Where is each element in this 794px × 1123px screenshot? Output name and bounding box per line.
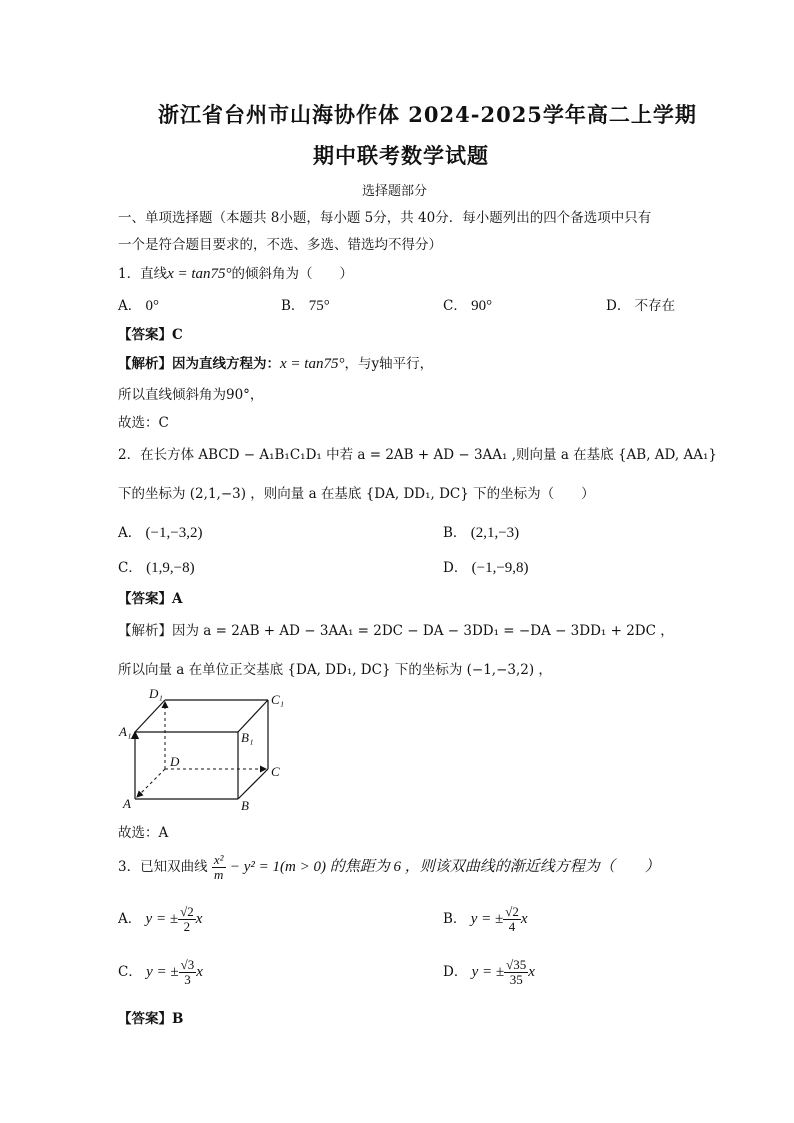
option-value: (−1,−3,2) xyxy=(145,525,203,541)
option-label: B． xyxy=(443,911,467,927)
option-label: A． xyxy=(118,298,142,314)
q1-answer: 【答案】C xyxy=(118,327,183,343)
edge-a1d1 xyxy=(135,700,165,732)
q1-analysis-suffix: ，与y轴平行， xyxy=(344,356,434,372)
doc-title-line1: 浙江省台州市山海协作体 2024-2025学年高二上学期 xyxy=(158,102,697,127)
edge-cb xyxy=(238,769,268,799)
option-label: D． xyxy=(606,298,631,314)
q1-stem-suffix: 的倾斜角为（ ） xyxy=(231,266,354,282)
option-math-suffix: x xyxy=(528,964,535,980)
fraction-numerator: √3 xyxy=(180,957,195,972)
doc-title-line2: 期中联考数学试题 xyxy=(313,143,489,168)
q3-stem-math: − y² = 1(m > 0) 的焦距为 6 ，则该双曲线的渐近线方程为（ ） xyxy=(229,859,660,875)
q3-option-b xyxy=(443,905,528,934)
fraction-numerator: √35 xyxy=(506,957,527,972)
fraction-denominator: 3 xyxy=(184,972,191,987)
q3-fraction xyxy=(212,853,226,882)
fraction-numerator: √2 xyxy=(505,904,519,919)
instructions-line1: 一、单项选择题（本题共 8小题，每小题 5分，共 40分．每小题列出的四个备选项中只有 xyxy=(118,210,652,226)
q3-option-c xyxy=(118,958,203,987)
q3-answer: 【答案】B xyxy=(118,1011,184,1027)
option-label: C． xyxy=(118,560,142,576)
q3-stem-prefix: 3．已知双曲线 xyxy=(118,859,208,875)
option-label: D． xyxy=(443,964,468,980)
option-label: A． xyxy=(118,911,142,927)
fraction-numerator: √2 xyxy=(180,904,194,919)
option-label: B． xyxy=(281,298,305,314)
q3-option-d xyxy=(443,958,535,987)
vertex-c-label: C xyxy=(271,764,280,779)
option-label: C． xyxy=(443,298,467,314)
q2-option-b xyxy=(443,521,519,542)
q1-analysis xyxy=(118,352,433,373)
option-label: A． xyxy=(118,525,142,541)
fraction-numerator: x² xyxy=(213,852,224,867)
q3-option-a xyxy=(118,905,202,934)
option-value: 0° xyxy=(145,298,160,314)
option-fraction xyxy=(504,958,528,987)
vertex-b-label: B xyxy=(241,798,249,813)
q1-option-a xyxy=(118,294,159,315)
edge-c1b1 xyxy=(238,700,268,732)
option-math-prefix: y = ± xyxy=(146,964,179,980)
instructions-line2: 一个是符合题目要求的，不选、多选、错选均不得分） xyxy=(118,237,442,253)
vertex-c1-label: C₁ xyxy=(271,692,285,707)
vertex-a-label: A xyxy=(123,796,131,811)
option-math-prefix: y = ± xyxy=(470,911,504,927)
option-fraction xyxy=(503,905,521,934)
q1-stem-math: x = tan75° xyxy=(167,266,232,282)
fraction-denominator: m xyxy=(214,867,224,882)
option-fraction xyxy=(178,905,196,934)
option-math-suffix: x xyxy=(195,911,203,927)
q1-option-d xyxy=(606,294,675,314)
q1-analysis-prefix: 【解析】因为直线方程为： xyxy=(118,356,280,372)
vertex-b1-label: B₁ xyxy=(241,730,254,745)
option-label: C． xyxy=(118,964,142,980)
vertex-a1-label: A₁ xyxy=(119,724,132,739)
q2-option-d xyxy=(443,556,529,577)
option-value: (2,1,−3) xyxy=(470,525,520,541)
option-value: 不存在 xyxy=(634,298,676,314)
fraction-denominator: 4 xyxy=(508,919,516,934)
q2-option-c xyxy=(118,556,195,577)
option-value: 90° xyxy=(471,298,493,314)
cuboid-figure xyxy=(115,684,295,814)
q2-option-a xyxy=(118,521,202,542)
q1-conclusion: 故选：C xyxy=(118,415,169,431)
option-value: (1,9,−8) xyxy=(146,560,195,576)
q2-stem-line2: 下的坐标为 (2,1,−3) ，则向量 a 在基底 {DA, DD₁, DC} 下的坐标为（ ） xyxy=(118,486,595,502)
option-math-suffix: x xyxy=(196,964,203,980)
q3-stem xyxy=(118,853,660,882)
option-math-suffix: x xyxy=(520,911,528,927)
q1-option-c xyxy=(443,294,492,315)
q1-stem-prefix: 1．直线 xyxy=(118,266,168,282)
fraction-denominator: 35 xyxy=(509,972,523,987)
q1-stem xyxy=(118,262,353,283)
option-math-prefix: y = ± xyxy=(145,911,179,927)
q1-analysis-math: x = tan75° xyxy=(280,356,345,372)
option-math-prefix: y = ± xyxy=(471,964,505,980)
vertex-d1-label: D₁ xyxy=(149,686,163,701)
option-value: (−1,−9,8) xyxy=(471,560,529,576)
q2-analysis-line2: 所以向量 a 在单位正交基底 {DA, DD₁, DC} 下的坐标为 (−1,−3,2) ， xyxy=(118,662,552,678)
edge-da-hidden xyxy=(137,769,165,797)
option-value: 75° xyxy=(308,298,330,314)
fraction-denominator: 2 xyxy=(183,919,191,934)
q2-answer: 【答案】A xyxy=(118,591,183,607)
section-heading: 选择题部分 xyxy=(362,184,428,199)
q2-stem-line1: 2．在长方体 ABCD − A₁B₁C₁D₁ 中若 a = 2AB + AD − 3AA₁ ,则向量 a 在基底 {AB, AD, AA₁} xyxy=(118,447,717,463)
q2-conclusion: 故选：A xyxy=(118,825,169,841)
q1-option-b xyxy=(281,294,330,315)
vertex-d-label: D xyxy=(170,754,180,769)
option-label: D． xyxy=(443,560,468,576)
q2-analysis-line1: 【解析】因为 a = 2AB + AD − 3AA₁ = 2DC − DA − 3DD₁ = −DA − 3DD₁ + 2DC ， xyxy=(118,623,674,639)
q1-analysis-line2: 所以直线倾斜角为90°， xyxy=(118,387,264,403)
option-label: B． xyxy=(443,525,467,541)
option-fraction xyxy=(179,958,197,987)
